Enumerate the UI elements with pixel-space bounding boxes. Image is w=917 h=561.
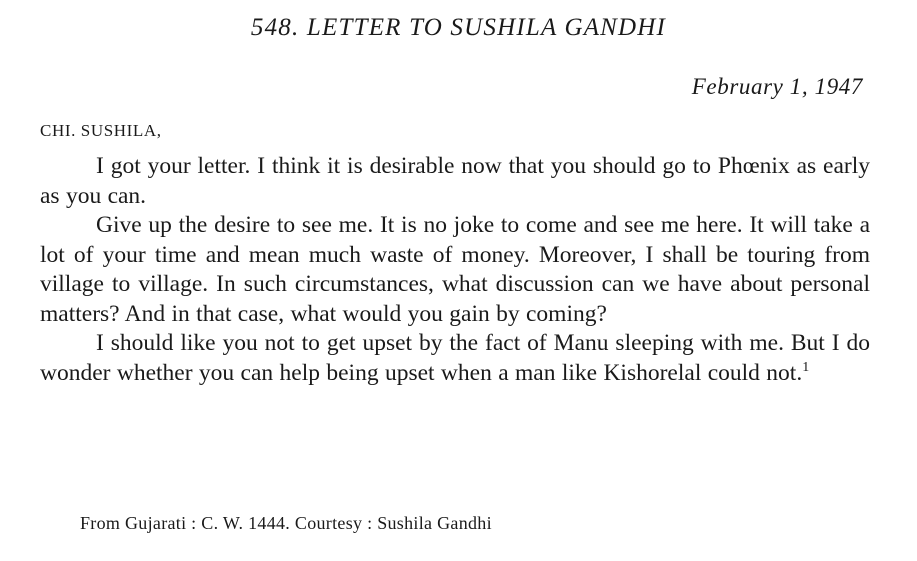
paragraph-3-text: I should like you not to get upset by the fact of Manu sleeping with me. But I do wonder whether you can help being upset when a man like Kishorelal could not.	[40, 330, 870, 386]
source-note: From Gujarati : C. W. 1444. Courtesy : Sushila Gandhi	[80, 513, 492, 533]
paragraph-1: I got your letter. I think it is desirable now that you should go to Phœnix as early as you can.	[40, 153, 870, 209]
letter-title: 548. LETTER TO SUSHILA GANDHI	[250, 14, 667, 41]
footnote-reference[interactable]: 1	[802, 359, 810, 375]
salutation: CHI. SUSHILA,	[40, 121, 162, 140]
letter-body	[40, 152, 870, 388]
paragraph-3	[40, 329, 870, 388]
letter-date: February 1, 1947	[691, 74, 863, 99]
paragraph-2: Give up the desire to see me. It is no joke to come and see me here. It will take a lot of your time and mean much waste of money. Moreover, I shall be touring from village to village. In such circumstances, what discussion can we have about personal matters? And in that case, what would you gain by coming?	[40, 212, 870, 327]
